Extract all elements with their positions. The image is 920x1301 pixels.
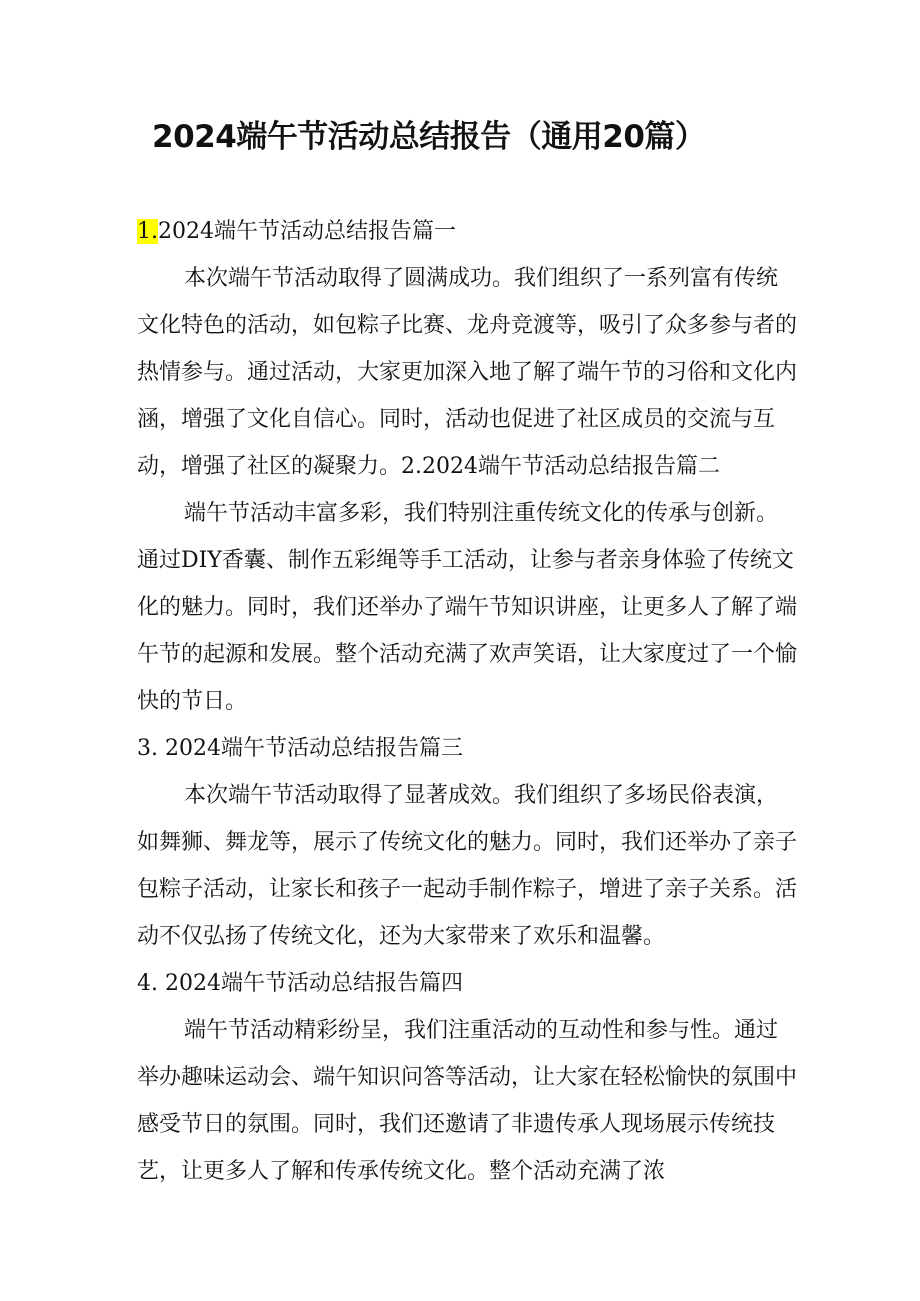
section-2-body: 端午节活动丰富多彩，我们特别注重传统文化的传承与创新。通过DIY香囊、制作五彩绳等手工活动，让参与者亲身体验了传统文化的魅力。同时，我们还举办了端午节知识讲座，让更多人了解了端午节的起源和发展。整个活动充满了欢声笑语，让大家度过了一个愉快的节日。 — [137, 501, 798, 714]
section-3-body: 本次端午节活动取得了显著成效。我们组织了多场民俗表演，如舞狮、舞龙等，展示了传统文化的魅力。同时，我们还举办了亲子包粽子活动，让家长和孩子一起动手制作粽子，增进了亲子关系。活动不仅弘扬了传统文化，还为大家带来了欢乐和温馨。 — [137, 783, 798, 949]
section-3-heading: 3. 2024端午节活动总结报告篇三 — [137, 736, 463, 761]
section-1-body: 本次端午节活动取得了圆满成功。我们组织了一系列富有传统文化特色的活动，如包粽子比赛、龙舟竞渡等，吸引了众多参与者的热情参与。通过活动，大家更加深入地了解了端午节的习俗和文化内涵，增强了文化自信心。同时，活动也促进了社区成员的交流与互动，增强了社区的凝聚力。2.2024端午节活动总结报告篇二 — [137, 266, 798, 479]
section-4-heading: 4. 2024端午节活动总结报告篇四 — [137, 971, 463, 996]
document-title: 2024端午节活动总结报告（通用20篇） — [152, 119, 706, 155]
document-body — [137, 208, 797, 1195]
section-4-body: 端午节活动精彩纷呈，我们注重活动的互动性和参与性。通过举办趣味运动会、端午知识问答等活动，让大家在轻松愉快的氛围中感受节日的氛围。同时，我们还邀请了非遗传承人现场展示传统技艺，让更多人了解和传承传统文化。整个活动充满了浓 — [137, 1018, 798, 1184]
section-1-heading — [137, 208, 797, 255]
section-1-number-highlight: 1. — [137, 219, 158, 244]
section-1-heading-text: 2024端午节活动总结报告篇一 — [158, 219, 456, 244]
